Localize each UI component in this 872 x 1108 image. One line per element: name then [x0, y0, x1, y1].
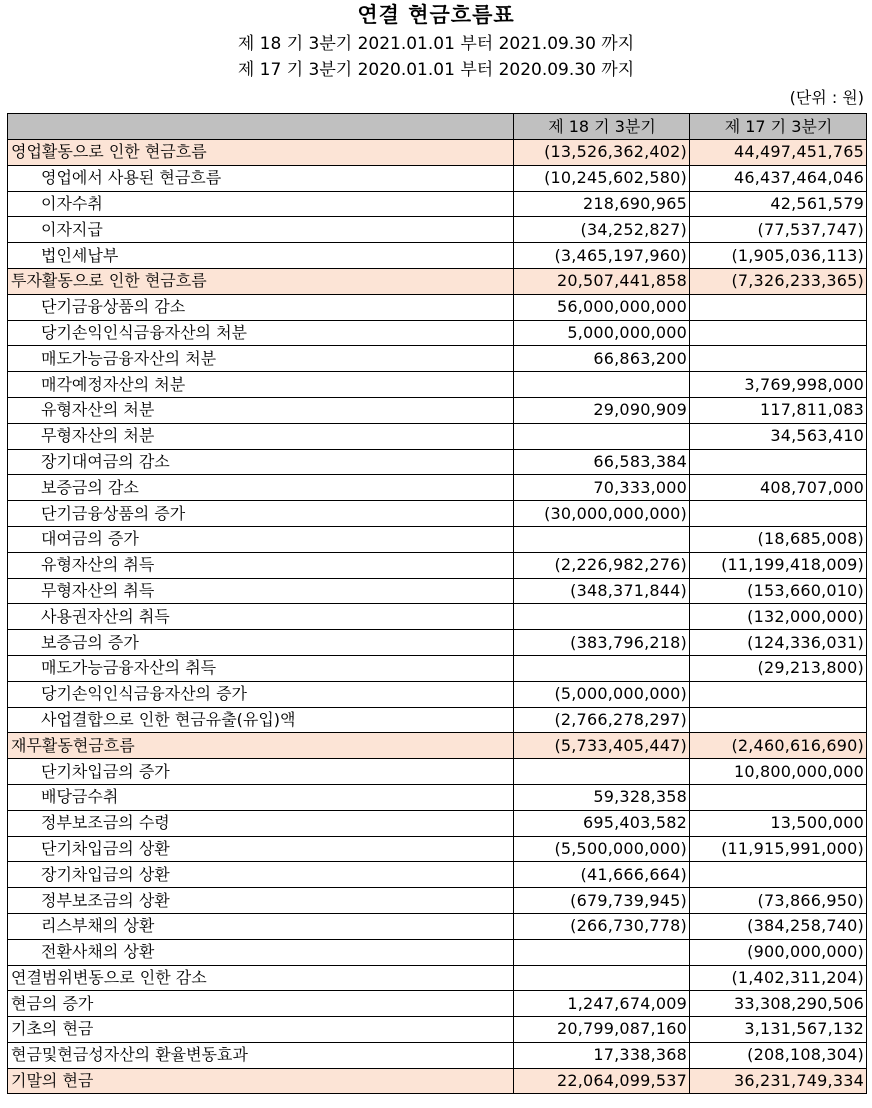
previous-period-value: 34,563,410: [690, 423, 867, 449]
table-row: [8, 707, 867, 733]
table-row: [8, 397, 867, 423]
cash-flow-table: [7, 113, 867, 1094]
current-period-value: (13,526,362,402): [514, 140, 690, 166]
previous-period-value: (73,866,950): [690, 888, 867, 914]
previous-period-value: (208,108,304): [690, 1042, 867, 1068]
previous-period-value: (7,326,233,365): [690, 268, 867, 294]
previous-period-value: (153,660,010): [690, 578, 867, 604]
section-row: [8, 268, 867, 294]
row-label: 매도가능금융자산의 취득: [8, 655, 514, 681]
previous-period-value: 13,500,000: [690, 810, 867, 836]
previous-period-value: (1,905,036,113): [690, 243, 867, 269]
previous-period-value: (124,336,031): [690, 630, 867, 656]
row-label: 매도가능금융자산의 처분: [8, 346, 514, 372]
table-row: [8, 655, 867, 681]
previous-period-value: [690, 862, 867, 888]
current-period-value: 70,333,000: [514, 475, 690, 501]
current-period-value: 695,403,582: [514, 810, 690, 836]
previous-period-value: 117,811,083: [690, 397, 867, 423]
row-label: 리스부채의 상환: [8, 913, 514, 939]
previous-period-value: 46,437,464,046: [690, 165, 867, 191]
previous-period-value: 3,131,567,132: [690, 1017, 867, 1043]
previous-period-value: 408,707,000: [690, 475, 867, 501]
previous-period-value: 33,308,290,506: [690, 991, 867, 1017]
row-label: 배당금수취: [8, 784, 514, 810]
previous-period-value: (29,213,800): [690, 655, 867, 681]
row-label: 기말의 현금: [8, 1068, 514, 1094]
previous-period-value: (132,000,000): [690, 604, 867, 630]
table-row: [8, 578, 867, 604]
row-label: 보증금의 증가: [8, 630, 514, 656]
table-row: [8, 501, 867, 527]
row-label: 영업활동으로 인한 현금흐름: [8, 140, 514, 166]
previous-period-value: 42,561,579: [690, 191, 867, 217]
current-period-value: (30,000,000,000): [514, 501, 690, 527]
header-current-period: 제 18 기 3분기: [514, 114, 690, 140]
previous-period-value: 10,800,000,000: [690, 759, 867, 785]
total-row: [8, 1042, 867, 1068]
row-label: 유형자산의 취득: [8, 552, 514, 578]
row-label: 이자지급: [8, 217, 514, 243]
table-row: [8, 913, 867, 939]
current-period-value: (5,000,000,000): [514, 681, 690, 707]
row-label: 무형자산의 취득: [8, 578, 514, 604]
table-row: [8, 346, 867, 372]
previous-period-value: (11,199,418,009): [690, 552, 867, 578]
row-label: 정부보조금의 수령: [8, 810, 514, 836]
current-period-value: (34,252,827): [514, 217, 690, 243]
current-period-value: 29,090,909: [514, 397, 690, 423]
table-row: [8, 552, 867, 578]
previous-period-value: 36,231,749,334: [690, 1068, 867, 1094]
previous-period-value: [690, 784, 867, 810]
previous-period-value: (77,537,747): [690, 217, 867, 243]
current-period-value: [514, 526, 690, 552]
table-row: [8, 939, 867, 965]
row-label: 대여금의 증가: [8, 526, 514, 552]
current-period-value: (5,733,405,447): [514, 733, 690, 759]
current-period-value: [514, 423, 690, 449]
header-previous-period: 제 17 기 3분기: [690, 114, 867, 140]
table-row: [8, 836, 867, 862]
row-label: 기초의 현금: [8, 1017, 514, 1043]
previous-period-value: (11,915,991,000): [690, 836, 867, 862]
row-label: 사용권자산의 취득: [8, 604, 514, 630]
current-period-value: (10,245,602,580): [514, 165, 690, 191]
row-label: 단기차입금의 상환: [8, 836, 514, 862]
table-row: [8, 191, 867, 217]
previous-period-value: [690, 501, 867, 527]
table-row: [8, 372, 867, 398]
total-row: [8, 965, 867, 991]
table-row: [8, 423, 867, 449]
current-period-value: 218,690,965: [514, 191, 690, 217]
period-current: 제 18 기 3분기 2021.01.01 부터 2021.09.30 까지: [237, 34, 635, 54]
table-header-row: [8, 114, 867, 140]
table-row: [8, 526, 867, 552]
row-label: 이자수취: [8, 191, 514, 217]
section-row: [8, 140, 867, 166]
current-period-value: (41,666,664): [514, 862, 690, 888]
current-period-value: [514, 372, 690, 398]
unit-label: (단위 : 원): [789, 88, 864, 107]
total-row: [8, 1017, 867, 1043]
table-row: [8, 217, 867, 243]
table-row: [8, 681, 867, 707]
current-period-value: 66,863,200: [514, 346, 690, 372]
row-label: 당기손익인식금융자산의 증가: [8, 681, 514, 707]
row-label: 단기차입금의 증가: [8, 759, 514, 785]
period-previous: 제 17 기 3분기 2020.01.01 부터 2020.09.30 까지: [237, 60, 635, 80]
table-row: [8, 759, 867, 785]
previous-period-value: (384,258,740): [690, 913, 867, 939]
current-period-value: 22,064,099,537: [514, 1068, 690, 1094]
row-label: 당기손익인식금융자산의 처분: [8, 320, 514, 346]
previous-period-value: [690, 320, 867, 346]
current-period-value: [514, 965, 690, 991]
current-period-value: 59,328,358: [514, 784, 690, 810]
previous-period-value: (900,000,000): [690, 939, 867, 965]
row-label: 법인세납부: [8, 243, 514, 269]
current-period-value: (5,500,000,000): [514, 836, 690, 862]
section-row: [8, 733, 867, 759]
row-label: 재무활동현금흐름: [8, 733, 514, 759]
row-label: 정부보조금의 상환: [8, 888, 514, 914]
current-period-value: [514, 604, 690, 630]
row-label: 보증금의 감소: [8, 475, 514, 501]
current-period-value: [514, 655, 690, 681]
previous-period-value: [690, 449, 867, 475]
previous-period-value: (2,460,616,690): [690, 733, 867, 759]
table-row: [8, 294, 867, 320]
current-period-value: 5,000,000,000: [514, 320, 690, 346]
row-label: 영업에서 사용된 현금흐름: [8, 165, 514, 191]
table-body: [8, 140, 867, 1094]
previous-period-value: 3,769,998,000: [690, 372, 867, 398]
row-label: 전환사채의 상환: [8, 939, 514, 965]
table-row: [8, 604, 867, 630]
current-period-value: 20,507,441,858: [514, 268, 690, 294]
table-row: [8, 888, 867, 914]
table-row: [8, 243, 867, 269]
row-label: 단기금융상품의 증가: [8, 501, 514, 527]
previous-period-value: (18,685,008): [690, 526, 867, 552]
total-row: [8, 991, 867, 1017]
row-label: 연결범위변동으로 인한 감소: [8, 965, 514, 991]
table-row: [8, 320, 867, 346]
table-row: [8, 810, 867, 836]
row-label: 장기대여금의 감소: [8, 449, 514, 475]
row-label: 장기차입금의 상환: [8, 862, 514, 888]
current-period-value: (383,796,218): [514, 630, 690, 656]
previous-period-value: [690, 681, 867, 707]
current-period-value: 66,583,384: [514, 449, 690, 475]
current-period-value: [514, 939, 690, 965]
previous-period-value: [690, 707, 867, 733]
table-row: [8, 630, 867, 656]
row-label: 현금의 증가: [8, 991, 514, 1017]
row-label: 현금및현금성자산의 환율변동효과: [8, 1042, 514, 1068]
table-row: [8, 165, 867, 191]
table-row: [8, 784, 867, 810]
table-row: [8, 475, 867, 501]
current-period-value: 17,338,368: [514, 1042, 690, 1068]
current-period-value: (348,371,844): [514, 578, 690, 604]
current-period-value: (3,465,197,960): [514, 243, 690, 269]
previous-period-value: [690, 346, 867, 372]
section-row: [8, 1068, 867, 1094]
current-period-value: (679,739,945): [514, 888, 690, 914]
row-label: 사업결합으로 인한 현금유출(유입)액: [8, 707, 514, 733]
current-period-value: 1,247,674,009: [514, 991, 690, 1017]
current-period-value: (2,766,278,297): [514, 707, 690, 733]
previous-period-value: (1,402,311,204): [690, 965, 867, 991]
row-label: 투자활동으로 인한 현금흐름: [8, 268, 514, 294]
current-period-value: 20,799,087,160: [514, 1017, 690, 1043]
current-period-value: (266,730,778): [514, 913, 690, 939]
current-period-value: (2,226,982,276): [514, 552, 690, 578]
current-period-value: 56,000,000,000: [514, 294, 690, 320]
row-label: 단기금융상품의 감소: [8, 294, 514, 320]
row-label: 매각예정자산의 처분: [8, 372, 514, 398]
table-row: [8, 449, 867, 475]
row-label: 유형자산의 처분: [8, 397, 514, 423]
previous-period-value: 44,497,451,765: [690, 140, 867, 166]
table-row: [8, 862, 867, 888]
document-title: 연결 현금흐름표: [357, 3, 515, 27]
previous-period-value: [690, 294, 867, 320]
header-label-column: [8, 114, 514, 140]
current-period-value: [514, 759, 690, 785]
row-label: 무형자산의 처분: [8, 423, 514, 449]
